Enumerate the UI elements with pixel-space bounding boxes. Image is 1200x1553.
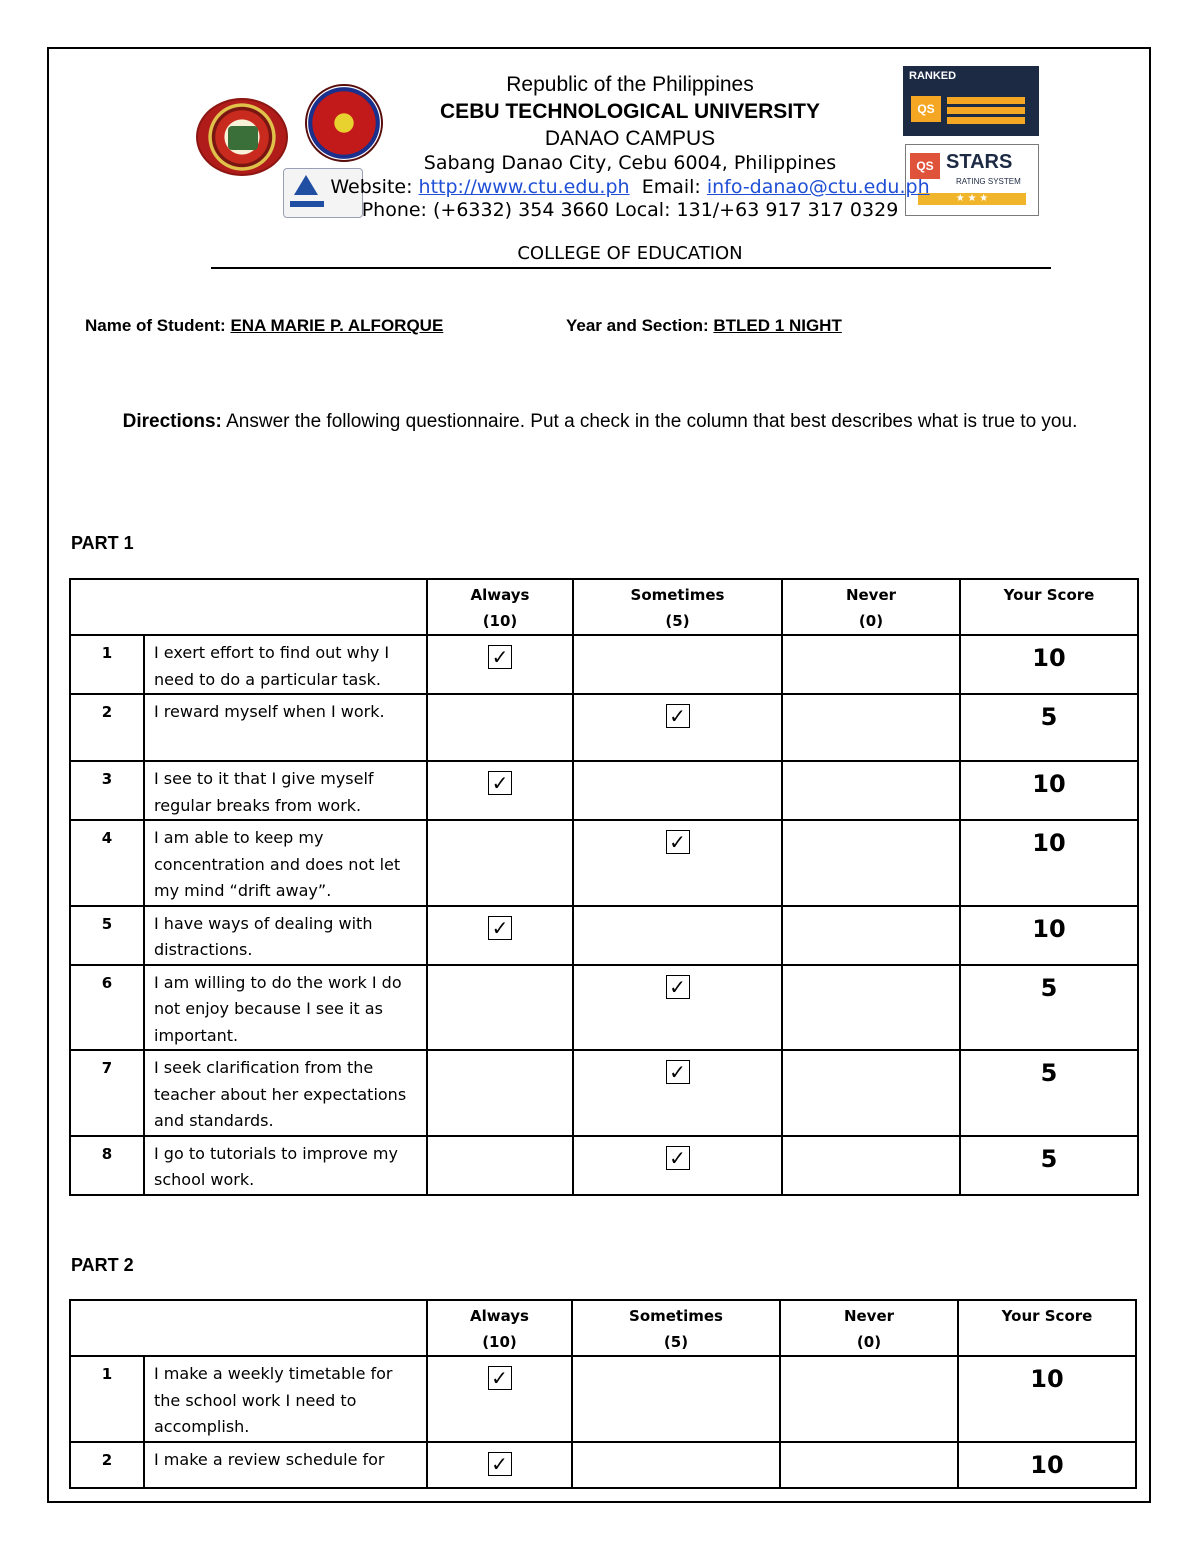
item-score: 10 [960,761,1138,820]
table-row [70,1050,1138,1136]
item-number: 7 [70,1050,144,1136]
table-row [70,761,1138,820]
item-number: 4 [70,820,144,906]
cell-sometimes[interactable] [572,1356,780,1442]
cell-never[interactable] [782,635,960,694]
cell-always[interactable] [427,1050,573,1136]
checkbox-checked-icon: ✓ [666,704,690,728]
cell-never[interactable] [782,1050,960,1136]
table-row [70,820,1138,906]
item-statement: I am willing to do the work I do not enjoy because I see it as important. [144,965,427,1051]
checkbox-checked-icon: ✓ [488,645,512,669]
checkbox-checked-icon: ✓ [666,1146,690,1170]
item-number: 1 [70,635,144,694]
item-statement: I seek clarification from the teacher about her expectations and standards. [144,1050,427,1136]
part1-title: PART 1 [71,533,134,553]
part1-table [69,578,1139,1196]
student-name-value: ENA MARIE P. ALFORQUE [230,316,444,335]
item-statement: I go to tutorials to improve my school work. [144,1136,427,1195]
col-never: Never (0) [780,1300,958,1356]
phone-line: Phone: (+6332) 354 3660 Local: 131/+63 917 317 0329 [361,199,899,221]
item-score: 5 [960,694,1138,761]
table-row [70,1356,1136,1442]
item-score: 5 [960,965,1138,1051]
col-score: Your Score [958,1300,1136,1356]
cell-never[interactable] [782,965,960,1051]
directions-text: Answer the following questionnaire. Put a check in the column that best describes what is true to you. [221,411,1078,432]
item-score: 10 [960,635,1138,694]
cell-always[interactable] [427,965,573,1051]
cell-never[interactable] [782,694,960,761]
item-statement: I have ways of dealing with distractions. [144,906,427,965]
student-name-label: Name of Student: [85,316,231,335]
cell-sometimes[interactable] [572,1442,780,1488]
cell-always[interactable] [427,1136,573,1195]
table-row [70,635,1138,694]
cell-always[interactable] [427,761,573,820]
year-section-field [566,316,842,336]
cell-always[interactable] [427,635,573,694]
item-number: 2 [70,694,144,761]
col-never: Never (0) [782,579,960,635]
table-row [70,906,1138,965]
header-divider [211,267,1051,269]
item-number: 8 [70,1136,144,1195]
cell-always[interactable] [427,1356,572,1442]
cell-always[interactable] [427,906,573,965]
checkbox-checked-icon: ✓ [666,830,690,854]
cell-always[interactable] [427,820,573,906]
qs-stars-logo: QS STARS RATING SYSTEM ★ ★ ★ [905,144,1039,216]
col-score: Your Score [960,579,1138,635]
checkbox-checked-icon: ✓ [488,1366,512,1390]
item-number: 2 [70,1442,144,1488]
cell-never[interactable] [782,1136,960,1195]
item-score: 5 [960,1050,1138,1136]
item-score: 10 [960,820,1138,906]
cell-always[interactable] [427,694,573,761]
university-name: CEBU TECHNOLOGICAL UNIVERSITY [440,100,820,123]
cell-never[interactable] [782,761,960,820]
item-statement: I reward myself when I work. [144,694,427,761]
item-number: 3 [70,761,144,820]
email-label: Email: [641,176,707,198]
cell-sometimes[interactable] [573,694,782,761]
item-number: 5 [70,906,144,965]
col-sometimes: Sometimes (5) [572,1300,780,1356]
directions [76,407,1124,436]
checkbox-checked-icon: ✓ [488,1452,512,1476]
cell-sometimes[interactable] [573,965,782,1051]
cell-sometimes[interactable] [573,906,782,965]
cell-never[interactable] [780,1356,958,1442]
year-section-value: BTLED 1 NIGHT [713,316,842,335]
cell-sometimes[interactable] [573,761,782,820]
cell-never[interactable] [782,906,960,965]
item-statement: I make a review schedule for [144,1442,427,1488]
col-always: Always (10) [427,579,573,635]
college-name: COLLEGE OF EDUCATION [517,243,743,264]
col-sometimes: Sometimes (5) [573,579,782,635]
checkbox-checked-icon: ✓ [488,916,512,940]
website-label: Website: [330,176,419,198]
checkbox-checked-icon: ✓ [666,1060,690,1084]
col-always: Always (10) [427,1300,572,1356]
directions-label: Directions: [122,411,222,432]
item-statement: I am able to keep my concentration and does not let my mind “drift away”. [144,820,427,906]
item-score: 5 [960,1136,1138,1195]
checkbox-checked-icon: ✓ [666,975,690,999]
checkbox-checked-icon: ✓ [488,771,512,795]
table-row [70,1136,1138,1195]
item-score: 10 [958,1442,1136,1488]
part1-header-row [70,579,1138,635]
table-row [70,965,1138,1051]
part2-header-row [70,1300,1136,1356]
item-statement: I make a weekly timetable for the school work I need to accomplish. [144,1356,427,1442]
table-row [70,694,1138,761]
cell-never[interactable] [782,820,960,906]
cell-sometimes[interactable] [573,1050,782,1136]
table-row [70,1442,1136,1488]
website-link[interactable]: http://www.ctu.edu.ph [418,176,630,198]
year-section-label: Year and Section: [566,316,714,335]
item-number: 6 [70,965,144,1051]
item-statement: I exert effort to find out why I need to do a particular task. [144,635,427,694]
qs-ranked-logo: RANKED QS [903,66,1039,136]
address-line: Sabang Danao City, Cebu 6004, Philippines [423,152,837,174]
contact-line [30,176,1200,198]
item-score: 10 [960,906,1138,965]
republic-line: Republic of the Philippines [506,73,754,96]
cell-sometimes[interactable] [573,635,782,694]
cell-always[interactable] [427,1442,572,1488]
item-score: 10 [958,1356,1136,1442]
part2-table [69,1299,1137,1489]
cell-never[interactable] [780,1442,958,1488]
student-name-field [85,316,443,336]
cell-sometimes[interactable] [573,1136,782,1195]
item-statement: I see to it that I give myself regular breaks from work. [144,761,427,820]
email-link[interactable]: info-danao@ctu.edu.ph [706,176,930,198]
campus-name: DANAO CAMPUS [544,127,716,150]
item-number: 1 [70,1356,144,1442]
cell-sometimes[interactable] [573,820,782,906]
part2-title: PART 2 [71,1255,134,1275]
